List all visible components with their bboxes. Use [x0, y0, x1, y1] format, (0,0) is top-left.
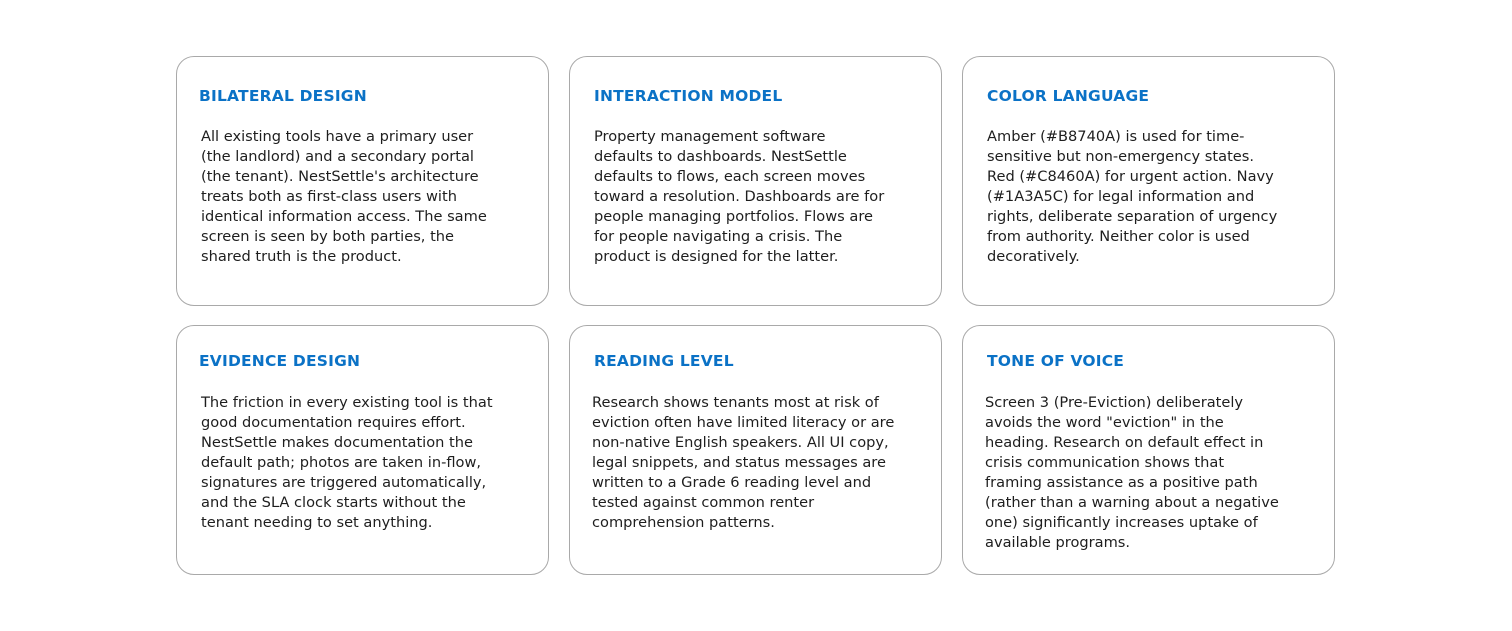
card-body-line: non-native English speakers. All UI copy, — [592, 434, 889, 451]
card-evidence-design — [176, 325, 549, 575]
card-title: TONE OF VOICE — [987, 352, 1125, 370]
card-body-line: people managing portfolios. Flows are — [594, 208, 873, 225]
card-body-line: comprehension patterns. — [592, 514, 775, 531]
card-body-line: rights, deliberate separation of urgency — [987, 208, 1278, 225]
card-body-line: NestSettle makes documentation the — [201, 434, 474, 451]
card-body-line: screen is seen by both parties, the — [201, 228, 455, 245]
card-body-line: defaults to dashboards. NestSettle — [594, 148, 847, 165]
card-body — [985, 393, 1320, 553]
card-body-line: sensitive but non-emergency states. — [987, 148, 1255, 165]
card-body-line: default path; photos are taken in-flow, — [201, 454, 482, 471]
card-body-line: identical information access. The same — [201, 208, 487, 225]
card-body-line: (rather than a warning about a negative — [985, 494, 1279, 511]
card-body-line: legal snippets, and status messages are — [592, 454, 886, 471]
card-body — [201, 127, 536, 267]
card-body-line: All existing tools have a primary user — [201, 128, 474, 145]
card-body-line: (the tenant). NestSettle's architecture — [201, 168, 479, 185]
card-body-line: avoids the word "eviction" in the — [985, 414, 1224, 431]
card-title: EVIDENCE DESIGN — [199, 352, 361, 370]
card-body-line: good documentation requires effort. — [201, 414, 466, 431]
card-body-line: one) significantly increases uptake of — [985, 514, 1258, 531]
card-reading-level — [569, 325, 942, 575]
card-body-line: shared truth is the product. — [201, 248, 402, 265]
card-title: READING LEVEL — [594, 352, 734, 370]
card-body-line: heading. Research on default effect in — [985, 434, 1264, 451]
card-body-line: Property management software — [594, 128, 826, 145]
card-color-language — [962, 56, 1335, 306]
card-body-line: tested against common renter — [592, 494, 815, 511]
card-body-line: product is designed for the latter. — [594, 248, 839, 265]
card-bilateral-design — [176, 56, 549, 306]
card-body-line: from authority. Neither color is used — [987, 228, 1250, 245]
card-body-line: signatures are triggered automatically, — [201, 474, 487, 491]
card-interaction-model — [569, 56, 942, 306]
card-body-line: defaults to flows, each screen moves — [594, 168, 866, 185]
card-body-line: The friction in every existing tool is that — [201, 394, 493, 411]
card-body-line: framing assistance as a positive path — [985, 474, 1258, 491]
card-body-line: Research shows tenants most at risk of — [592, 394, 879, 411]
card-body-line: and the SLA clock starts without the — [201, 494, 466, 511]
card-body-line: for people navigating a crisis. The — [594, 228, 843, 245]
card-body-line: Amber (#B8740A) is used for time- — [987, 128, 1245, 145]
card-body-line: Red (#C8460A) for urgent action. Navy — [987, 168, 1274, 185]
card-body-line: (#1A3A5C) for legal information and — [987, 188, 1255, 205]
card-body-line: eviction often have limited literacy or are — [592, 414, 895, 431]
card-title: BILATERAL DESIGN — [199, 87, 367, 105]
card-body — [201, 393, 536, 533]
card-body-line: written to a Grade 6 reading level and — [592, 474, 872, 491]
card-body-line: crisis communication shows that — [985, 454, 1225, 471]
card-body-line: (the landlord) and a secondary portal — [201, 148, 474, 165]
card-title: COLOR LANGUAGE — [987, 87, 1150, 105]
card-body — [987, 127, 1322, 267]
card-body-line: available programs. — [985, 534, 1131, 551]
card-body-line: decoratively. — [987, 248, 1080, 265]
card-body-line: treats both as first-class users with — [201, 188, 457, 205]
card-title: INTERACTION MODEL — [594, 87, 783, 105]
card-body-line: tenant needing to set anything. — [201, 514, 433, 531]
card-body-line: toward a resolution. Dashboards are for — [594, 188, 885, 205]
card-body — [594, 127, 929, 267]
card-body-line: Screen 3 (Pre-Eviction) deliberately — [985, 394, 1244, 411]
card-body — [592, 393, 927, 533]
card-tone-of-voice — [962, 325, 1335, 575]
